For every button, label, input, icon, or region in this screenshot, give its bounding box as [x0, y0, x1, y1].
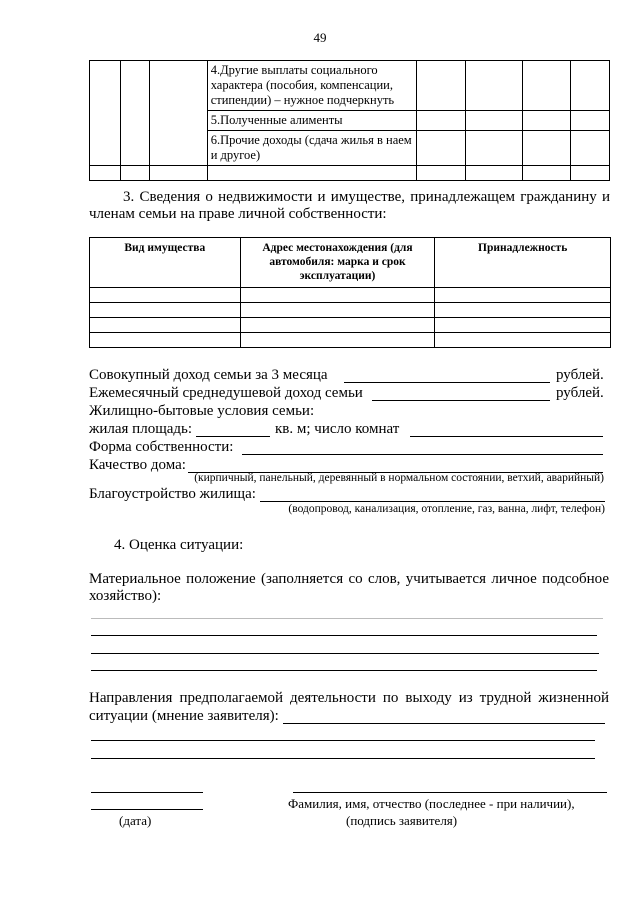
- table-cell[interactable]: [417, 131, 466, 166]
- table-cell[interactable]: [90, 288, 241, 303]
- table-cell[interactable]: [523, 61, 571, 111]
- ownership-field[interactable]: [242, 454, 603, 455]
- total-income-field[interactable]: [344, 382, 550, 383]
- income-row-other-payments: 4.Другие выплаты социального характера (пособия, компенсации, стипендии) – нужное подчеркнуть: [207, 61, 417, 111]
- table-cell[interactable]: [466, 131, 523, 166]
- income-table: [89, 60, 610, 181]
- table-cell[interactable]: [523, 131, 571, 166]
- table-cell[interactable]: [523, 111, 571, 131]
- directions-line-3[interactable]: [91, 758, 595, 759]
- living-area-unit: кв. м; число комнат: [275, 421, 400, 437]
- amenities-label: Благоустройство жилища:: [89, 486, 256, 502]
- table-cell[interactable]: [207, 166, 417, 181]
- date-line-2[interactable]: [91, 809, 203, 810]
- material-line-3[interactable]: [91, 653, 599, 654]
- directions-label-line1: Направления предполагаемой деятельности по выходу из трудной жизненной: [89, 690, 609, 706]
- total-income-label: Совокупный доход семьи за 3 месяца: [89, 367, 328, 383]
- section3-heading: 3. Сведения о недвижимости и имуществе, принадлежащем гражданину и членам семьи на праве личной собственности:: [89, 189, 610, 222]
- income-row-alimony: 5.Полученные алименты: [207, 111, 417, 131]
- table-row: [90, 61, 610, 111]
- material-line-2[interactable]: [91, 635, 597, 636]
- full-name-caption: Фамилия, имя, отчество (последнее - при наличии),: [288, 796, 575, 811]
- table-header-row: [90, 238, 611, 288]
- table-cell[interactable]: [149, 61, 207, 166]
- ownership-label: Форма собственности:: [89, 439, 234, 455]
- house-quality-label: Качество дома:: [89, 457, 186, 473]
- living-conditions-label: Жилищно-бытовые условия семьи:: [89, 403, 315, 419]
- table-cell[interactable]: [466, 61, 523, 111]
- table-cell[interactable]: [523, 166, 571, 181]
- monthly-income-label: Ежемесячный среднедушевой доход семьи: [89, 385, 363, 401]
- material-situation-label: Материальное положение (заполняется со слов, учитывается личное подсобное хозяйство):: [89, 571, 609, 604]
- table-cell[interactable]: [435, 303, 611, 318]
- directions-label-line2: ситуации (мнение заявителя):: [89, 708, 279, 724]
- table-cell[interactable]: [120, 61, 149, 166]
- amenities-field[interactable]: [260, 501, 605, 502]
- table-cell[interactable]: [90, 318, 241, 333]
- table-cell[interactable]: [240, 318, 435, 333]
- living-area-label: жилая площадь:: [89, 421, 193, 437]
- table-row: [90, 318, 611, 333]
- monthly-income-unit: рублей.: [556, 385, 604, 401]
- table-row: [90, 333, 611, 348]
- table-cell[interactable]: [571, 61, 610, 111]
- table-cell[interactable]: [571, 166, 610, 181]
- table-cell[interactable]: [435, 333, 611, 348]
- table-cell[interactable]: [417, 166, 466, 181]
- income-row-other: 6.Прочие доходы (сдача жилья в наем и другое): [207, 131, 417, 166]
- page-number: 49: [313, 30, 327, 45]
- table-cell[interactable]: [240, 303, 435, 318]
- amenities-note: (водопровод, канализация, отопление, газ, ванна, лифт, телефон): [288, 503, 605, 515]
- material-line-4[interactable]: [91, 670, 597, 671]
- property-table: [89, 237, 611, 348]
- table-cell[interactable]: [90, 61, 121, 166]
- table-cell[interactable]: [417, 111, 466, 131]
- table-row: [90, 166, 610, 181]
- date-line-1[interactable]: [91, 792, 203, 793]
- col-header-ownership: Принадлежность: [435, 238, 611, 288]
- table-cell[interactable]: [240, 333, 435, 348]
- date-caption: (дата): [119, 813, 152, 828]
- table-cell[interactable]: [149, 166, 207, 181]
- full-name-line[interactable]: [293, 792, 607, 793]
- table-cell[interactable]: [417, 61, 466, 111]
- monthly-income-field[interactable]: [372, 400, 550, 401]
- col-header-address: Адрес местонахождения (для автомобиля: марка и срок эксплуатации): [240, 238, 435, 288]
- table-cell[interactable]: [120, 166, 149, 181]
- table-cell[interactable]: [90, 333, 241, 348]
- signature-caption: (подпись заявителя): [346, 813, 458, 828]
- table-cell[interactable]: [466, 111, 523, 131]
- total-income-unit: рублей.: [556, 367, 604, 383]
- directions-line-2[interactable]: [91, 740, 595, 741]
- table-cell[interactable]: [240, 288, 435, 303]
- table-cell[interactable]: [466, 166, 523, 181]
- directions-field[interactable]: [283, 723, 605, 724]
- table-cell[interactable]: [435, 318, 611, 333]
- living-area-field[interactable]: [196, 436, 270, 437]
- room-count-field[interactable]: [410, 436, 603, 437]
- material-line-1[interactable]: [91, 618, 603, 619]
- table-cell[interactable]: [571, 111, 610, 131]
- table-row: [90, 288, 611, 303]
- section4-heading: 4. Оценка ситуации:: [114, 537, 244, 553]
- table-row: [90, 303, 611, 318]
- house-quality-note: (кирпичный, панельный, деревянный в нормальном состоянии, ветхий, аварийный): [194, 472, 604, 484]
- table-cell[interactable]: [571, 131, 610, 166]
- col-header-property-type: Вид имущества: [90, 238, 241, 288]
- table-cell[interactable]: [90, 303, 241, 318]
- table-cell[interactable]: [435, 288, 611, 303]
- table-cell[interactable]: [90, 166, 121, 181]
